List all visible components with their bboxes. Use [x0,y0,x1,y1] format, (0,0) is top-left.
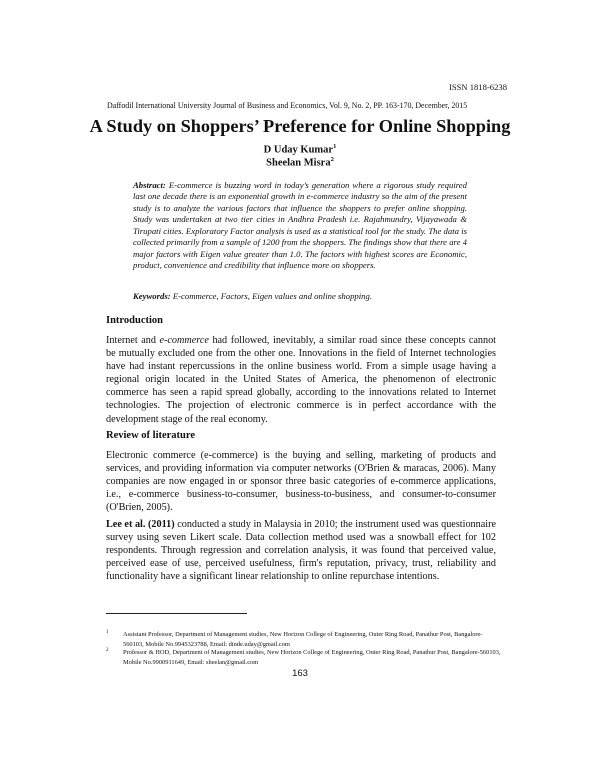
text-span: Internet and [106,335,156,346]
journal-citation: Daffodil International University Journal of Business and Economics, Vol. 9, No. 2, PP. 163-170, December, 2015 [107,101,468,110]
keywords-label: Keywords: [133,291,171,301]
text-span: conducted a study in Malaysia in 2010; the instrument used was questionnaire survey using seven Likert scale. Data collection method used was a snowball effect for 102 respondents. Through regression and correlation analysis, it was found that perceived value, perceived ease of use, perceived usefulness, firm's reputation, privacy, trust, reliability and functionality have a significant linear relationship to online repurchase intentions. [106,519,497,583]
keywords [133,291,467,301]
issn: ISSN 1818-6238 [448,82,507,92]
author-footnote-mark: 2 [330,156,334,163]
emphasis-text: e-commerce [159,335,209,346]
section-heading-review: Review of literature [106,430,196,441]
footnote-mark: 2 [106,648,109,653]
author-footnote-mark: 1 [333,143,337,150]
author-name: Sheelan Misra [266,157,331,169]
text-span: had followed, inevitably, a similar road since these concepts cannot be mutually excluded one from the other one. Innovations in the field of Internet technologies have had instant repercussions in the online business world. From a simple usage having a regional origin located in the United States of America, the phenomenon of electronic commerce has seen a rapid spread globally, according to the innovations related to Internet technologies. The projection of electronic commerce is in perfect accordance with the development stage of the real economy. [106,335,496,425]
footnote-divider [106,613,247,614]
paper-title: A Study on Shoppers’ Preference for Online Shopping [89,116,511,136]
abstract-text: E-commerce is buzzing word in today’s generation where a rigorous study required last one decade there is an exponential growth in e-commerce industry so the aim of the present study is to analyze the various factors that influence the shoppers to prefer online shopping. Study was undertaken at two tier cities in Andhra Pradesh i.e. Rajahmundry, Vijayawada & Tirupati cities. Exploratory Factor analysis is used as a statistical tool for the study. The data is collected primarily from a sample of 1200 from the shoppers. The findings show that there are 4 major factors with Eigen value greater than 1.0. The factors with highest scores are Economic, product, convenience and credibility that influence more on shoppers. [133,180,468,271]
page-number: 163 [292,668,308,679]
abstract-label: Abstract: [133,180,166,190]
section-heading-introduction: Introduction [106,315,163,326]
footnote-mark: 1 [106,630,109,635]
citation-bold: Lee et al. (2011) [106,519,175,530]
introduction-paragraph [106,334,496,426]
author-2 [0,156,600,169]
review-paragraph-2 [106,518,496,583]
keywords-text: E-commerce, Factors, Eigen values and online shopping. [172,291,373,301]
author-1 [0,143,600,156]
footnote-text: Assistant Professor, Department of Management studies, New Horizon College of Engineering, Outer Ring Road, Panathur Post, Bangalore-560103, Mobile No.9945323788, Email: dinde.uday@gmail.com [123,631,483,648]
abstract [133,180,467,272]
footnote-text: Professor & HOD, Department of Management studies, New Horizon College of Engineering, Outer Ring Road, Panathur Post, Bangalore-560103, Mobile No.9900911649, Email: sheelan@gmail.com [123,649,501,666]
review-paragraph-1: Electronic commerce (e-commerce) is the buying and selling, marketing of products and services, and providing information via computer networks (O'Brien & maracas, 2006). Many companies are now engaged in or sponsor three basic categories of e-commerce applications, i.e., e-commerce business-to-consumer, business-to-business, and consumer-to-consumer (O'Brien, 2005). [106,450,496,514]
author-name: D Uday Kumar [263,144,334,156]
